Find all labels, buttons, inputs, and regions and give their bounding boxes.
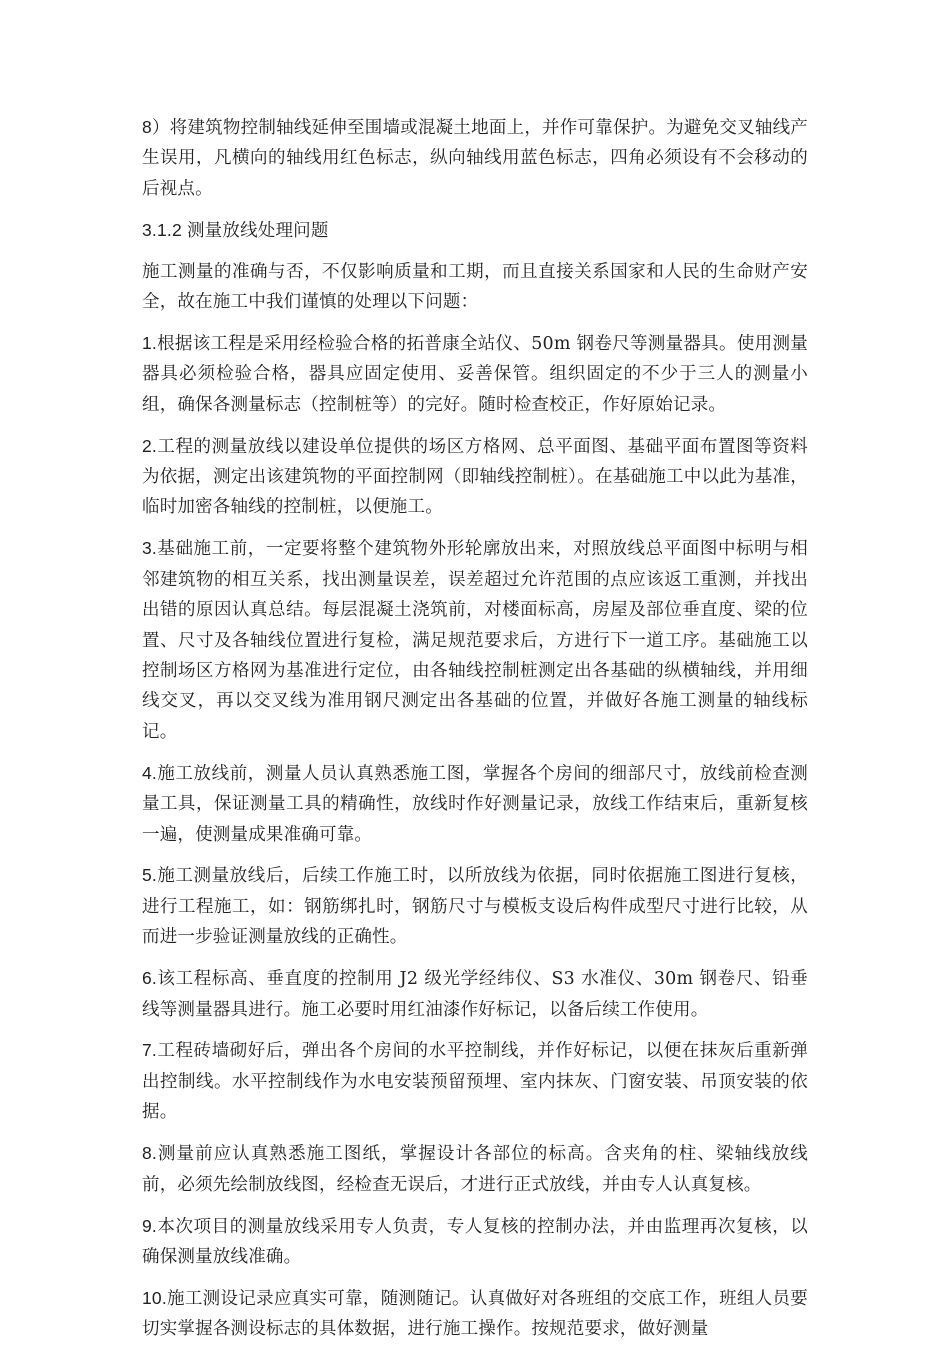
item-number: 4.: [142, 762, 157, 783]
item-1: [142, 328, 808, 420]
item-number: 6.: [142, 968, 157, 989]
document-page: [142, 112, 808, 1355]
paragraph-number: 8）: [142, 117, 170, 137]
paragraph-text: 施工测量的准确与否，不仅影响质量和工期，而且直接关系国家和人民的生命财产安全，故在施工中我们谨慎的处理以下问题：: [142, 261, 808, 313]
item-text: 施工测设记录应真实可靠，随测随记。认真做好对各班组的交底工作，班组人员要切实掌握各测设标志的具体数据，进行施工操作。按规范要求，做好测量: [142, 1288, 808, 1340]
section-title: 测量放线处理问题: [186, 220, 329, 241]
section-number: 3.1.2: [142, 219, 187, 240]
item-text: 本次项目的测量放线采用专人负责，专人复核的控制办法，并由监理再次复核，以确保测量放线准确。: [142, 1216, 808, 1267]
item-text: 工程砖墙砌好后，弹出各个房间的水平控制线，并作好标记，以便在抹灰后重新弹出控制线。水平控制线作为水电安装预留预埋、室内抹灰、门窗安装、吊顶安装的依据。: [142, 1041, 808, 1123]
paragraph-text: 将建筑物控制轴线延伸至围墙或混凝土地面上，并作可靠保护。为避免交叉轴线产生误用，凡横向的轴线用红色标志，纵向轴线用蓝色标志，四角必须设有不会移动的后视点。: [142, 118, 808, 199]
item-8: [142, 1138, 808, 1200]
item-text: 施工测量放线后，后续工作施工时，以所放线为依据，同时依据施工图进行复核，进行工程施工，如：钢筋绑扎时，钢筋尺寸与模板支设后构件成型尺寸进行比较，从而进一步验证测量放线的正确性。: [142, 866, 808, 948]
item-text: 测量前应认真熟悉施工图纸，掌握设计各部位的标高。含夹角的柱、梁轴线放线前，必须先绘制放线图，经检查无误后，才进行正式放线，并由专人认真复核。: [142, 1144, 808, 1195]
item-5: [142, 860, 808, 952]
section-heading: [142, 215, 808, 246]
intro-paragraph: [142, 257, 808, 318]
item-6: [142, 963, 808, 1025]
item-number: 3.: [142, 538, 157, 559]
item-text: 基础施工前，一定要将整个建筑物外形轮廓放出来，对照放线总平面图中标明与相邻建筑物的相互关系，找出测量误差，误差超过允许范围的点应该返工重测，并找出出错的原因认真总结。每层混凝土浇筑前，对楼面标高，房屋及部位垂直度、梁的位置、尺寸及各轴线位置进行复检，满足规范要求后，方进行下一道工序。基础施工以控制场区方格网为基准进行定位，由各轴线控制桩测定出各基础的纵横轴线，并用细线交叉，再以交叉线为准用钢尺测定出各基础的位置，并做好各施工测量的轴线标记。: [142, 539, 808, 742]
item-text: 该工程标高、垂直度的控制用 J2 级光学经纬仪、S3 水准仪、30m 钢卷尺、铅垂线等测量器具进行。施工必要时用红油漆作好标记，以备后续工作使用。: [142, 969, 808, 1020]
item-4: [142, 758, 808, 850]
item-2: [142, 431, 808, 523]
item-9: [142, 1211, 808, 1273]
paragraph-8-axis-protection: [142, 112, 808, 204]
item-number: 10.: [142, 1287, 167, 1308]
item-7: [142, 1035, 808, 1127]
item-text: 根据该工程是采用经检验合格的拓普康全站仪、50m 钢卷尺等测量器具。使用测量器具必须检验合格，器具应固定使用、妥善保管。组织固定的不少于三人的测量小组，确保各测量标志（控制桩等）的完好。随时检查校正，作好原始记录。: [142, 333, 808, 415]
item-10: [142, 1283, 808, 1345]
item-3: [142, 533, 808, 747]
item-number: 2.: [142, 435, 157, 456]
item-number: 8.: [142, 1143, 157, 1164]
item-text: 施工放线前，测量人员认真熟悉施工图，掌握各个房间的细部尺寸，放线前检查测量工具，保证测量工具的精确性，放线时作好测量记录，放线工作结束后，重新复核一遍，使测量成果准确可靠。: [142, 763, 808, 845]
item-text: 工程的测量放线以建设单位提供的场区方格网、总平面图、基础平面布置图等资料为依据，测定出该建筑物的平面控制网（即轴线控制桩）。在基础施工中以此为基准，临时加密各轴线的控制桩，以便施工。: [142, 436, 808, 518]
item-number: 5.: [142, 865, 157, 886]
item-number: 9.: [142, 1215, 157, 1236]
item-number: 7.: [142, 1040, 157, 1061]
item-number: 1.: [142, 332, 157, 353]
